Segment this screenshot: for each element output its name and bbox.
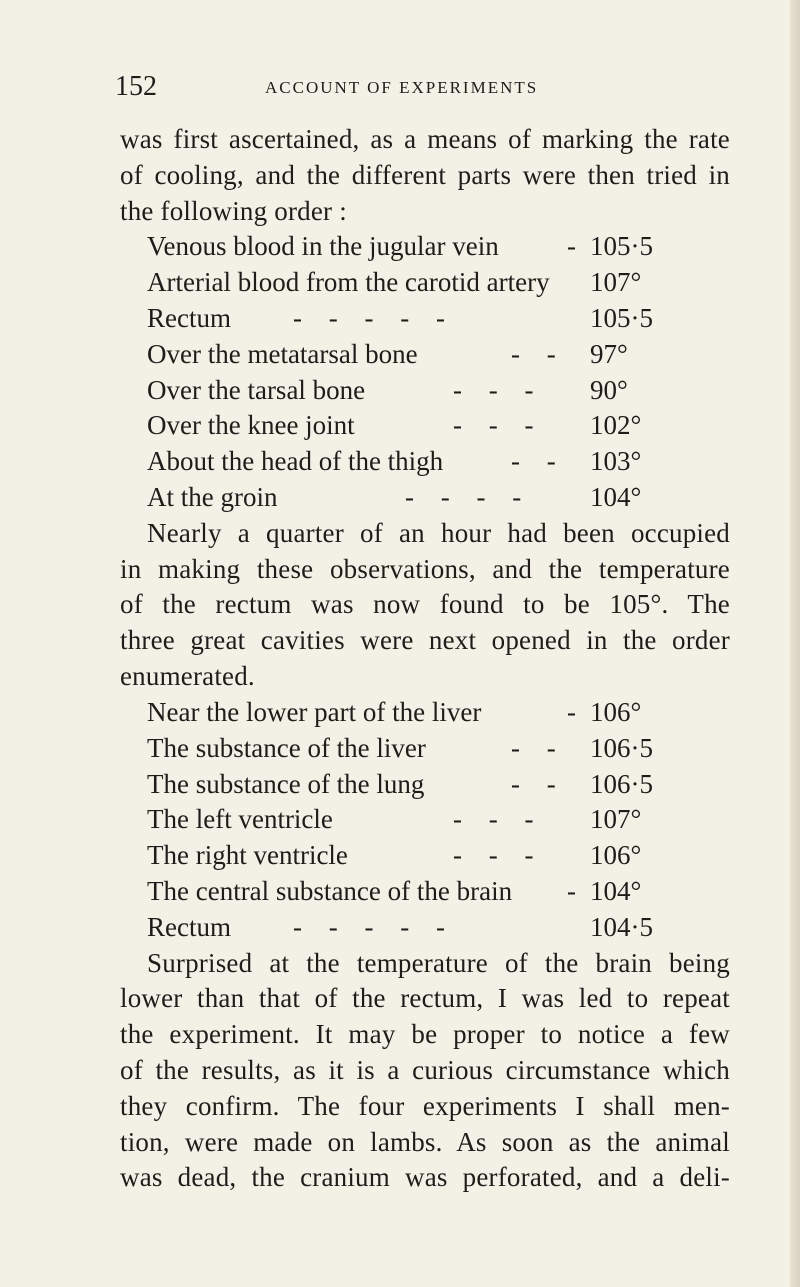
table-row bbox=[147, 229, 737, 265]
row-value: 104° bbox=[590, 875, 642, 906]
table-row bbox=[147, 408, 737, 444]
text-line: enumerated. bbox=[120, 660, 255, 691]
row-dashes: - - - bbox=[453, 374, 544, 405]
final-paragraph bbox=[120, 946, 730, 1197]
temperature-table-2 bbox=[147, 695, 737, 946]
row-value: 106·5 bbox=[590, 732, 653, 763]
row-label: Near the lower part of the liver bbox=[147, 697, 482, 727]
row-label: The central substance of the brain bbox=[147, 875, 513, 906]
table-row bbox=[147, 731, 737, 767]
row-dashes: - - bbox=[511, 338, 566, 369]
table-row bbox=[147, 838, 737, 874]
text-line: of the rectum was now found to be 105°. The bbox=[120, 589, 730, 620]
row-value: 106° bbox=[590, 840, 642, 871]
row-dashes: - - - bbox=[453, 804, 544, 835]
row-label: The left ventricle bbox=[147, 804, 333, 835]
intro-paragraph bbox=[120, 122, 730, 229]
row-dashes: - - bbox=[511, 732, 566, 763]
row-value: 103° bbox=[590, 446, 642, 477]
row-value: 105·5 bbox=[590, 231, 653, 262]
table-row bbox=[147, 480, 737, 516]
row-dashes: - - - - - bbox=[293, 302, 455, 333]
text-line: lower than that of the rectum, I was led to repeat bbox=[120, 983, 730, 1014]
row-label: At the groin bbox=[147, 481, 278, 512]
table-row bbox=[147, 802, 737, 838]
table-row bbox=[147, 337, 737, 373]
row-dashes: - - - bbox=[453, 840, 544, 871]
text-line: tion, were made on lambs. As soon as the animal bbox=[120, 1126, 730, 1157]
row-dashes: - - - - bbox=[405, 481, 532, 512]
text-line: of the results, as it is a curious circumstance which bbox=[120, 1054, 730, 1085]
row-label: Over the tarsal bone bbox=[147, 374, 366, 405]
row-label: The substance of the liver bbox=[147, 732, 426, 763]
text-line: Surprised at the temperature of the brain being bbox=[147, 947, 730, 978]
table-row bbox=[147, 874, 737, 910]
row-value: 102° bbox=[590, 410, 642, 441]
row-label: Over the knee joint bbox=[147, 410, 355, 441]
row-dashes: - bbox=[567, 875, 586, 906]
row-value: 97° bbox=[590, 338, 628, 369]
row-dashes: - bbox=[567, 697, 586, 727]
row-value: 104° bbox=[590, 481, 642, 512]
table-row bbox=[147, 444, 737, 480]
running-head: ACCOUNT OF EXPERIMENTS bbox=[265, 78, 539, 97]
text-line: of cooling, and the different parts were then tried in bbox=[120, 159, 730, 190]
row-label: Rectum bbox=[147, 302, 231, 333]
row-label: Venous blood in the jugular vein bbox=[147, 231, 499, 262]
text-line: was first ascertained, as a means of marking the rate bbox=[120, 124, 730, 154]
row-value: 106·5 bbox=[590, 768, 653, 799]
text-line: the experiment. It may be proper to notice a few bbox=[120, 1019, 730, 1050]
row-value: 106° bbox=[590, 697, 642, 727]
row-label: The right ventricle bbox=[147, 840, 348, 871]
page-number: 152 bbox=[115, 71, 157, 102]
row-dashes: - - - - - bbox=[293, 911, 455, 942]
row-value: 90° bbox=[590, 374, 628, 405]
middle-paragraph bbox=[120, 516, 730, 695]
page-edge bbox=[790, 0, 800, 1287]
text-line: the following order : bbox=[120, 195, 347, 226]
table-row bbox=[147, 301, 737, 337]
text-line: in making these observations, and the temperature bbox=[120, 553, 730, 584]
row-value: 107° bbox=[590, 267, 642, 298]
row-label: Rectum bbox=[147, 911, 231, 942]
table-row bbox=[147, 265, 737, 301]
row-label: About the head of the thigh bbox=[147, 446, 444, 477]
row-label: Arterial blood from the carotid artery bbox=[147, 267, 550, 298]
row-value: 104·5 bbox=[590, 911, 653, 942]
table-row bbox=[147, 767, 737, 803]
row-dashes: - - - bbox=[453, 410, 544, 441]
text-line: they confirm. The four experiments I shall men- bbox=[120, 1090, 730, 1121]
row-label: Over the metatarsal bone bbox=[147, 338, 418, 369]
text-line: was dead, the cranium was perforated, and a deli- bbox=[120, 1162, 730, 1193]
page-header bbox=[115, 70, 715, 104]
text-line: Nearly a quarter of an hour had been occupied bbox=[147, 517, 730, 548]
table-row bbox=[147, 910, 737, 946]
row-value: 105·5 bbox=[590, 302, 653, 333]
row-dashes: - - bbox=[511, 768, 566, 799]
table-row bbox=[147, 373, 737, 409]
row-dashes: - - bbox=[511, 446, 566, 477]
row-value: 107° bbox=[590, 804, 642, 835]
row-label: The substance of the lung bbox=[147, 768, 425, 799]
table-row bbox=[147, 695, 737, 731]
temperature-table-1 bbox=[147, 229, 737, 515]
text-line: three great cavities were next opened in the order bbox=[120, 625, 730, 656]
row-dashes: - bbox=[567, 231, 586, 262]
